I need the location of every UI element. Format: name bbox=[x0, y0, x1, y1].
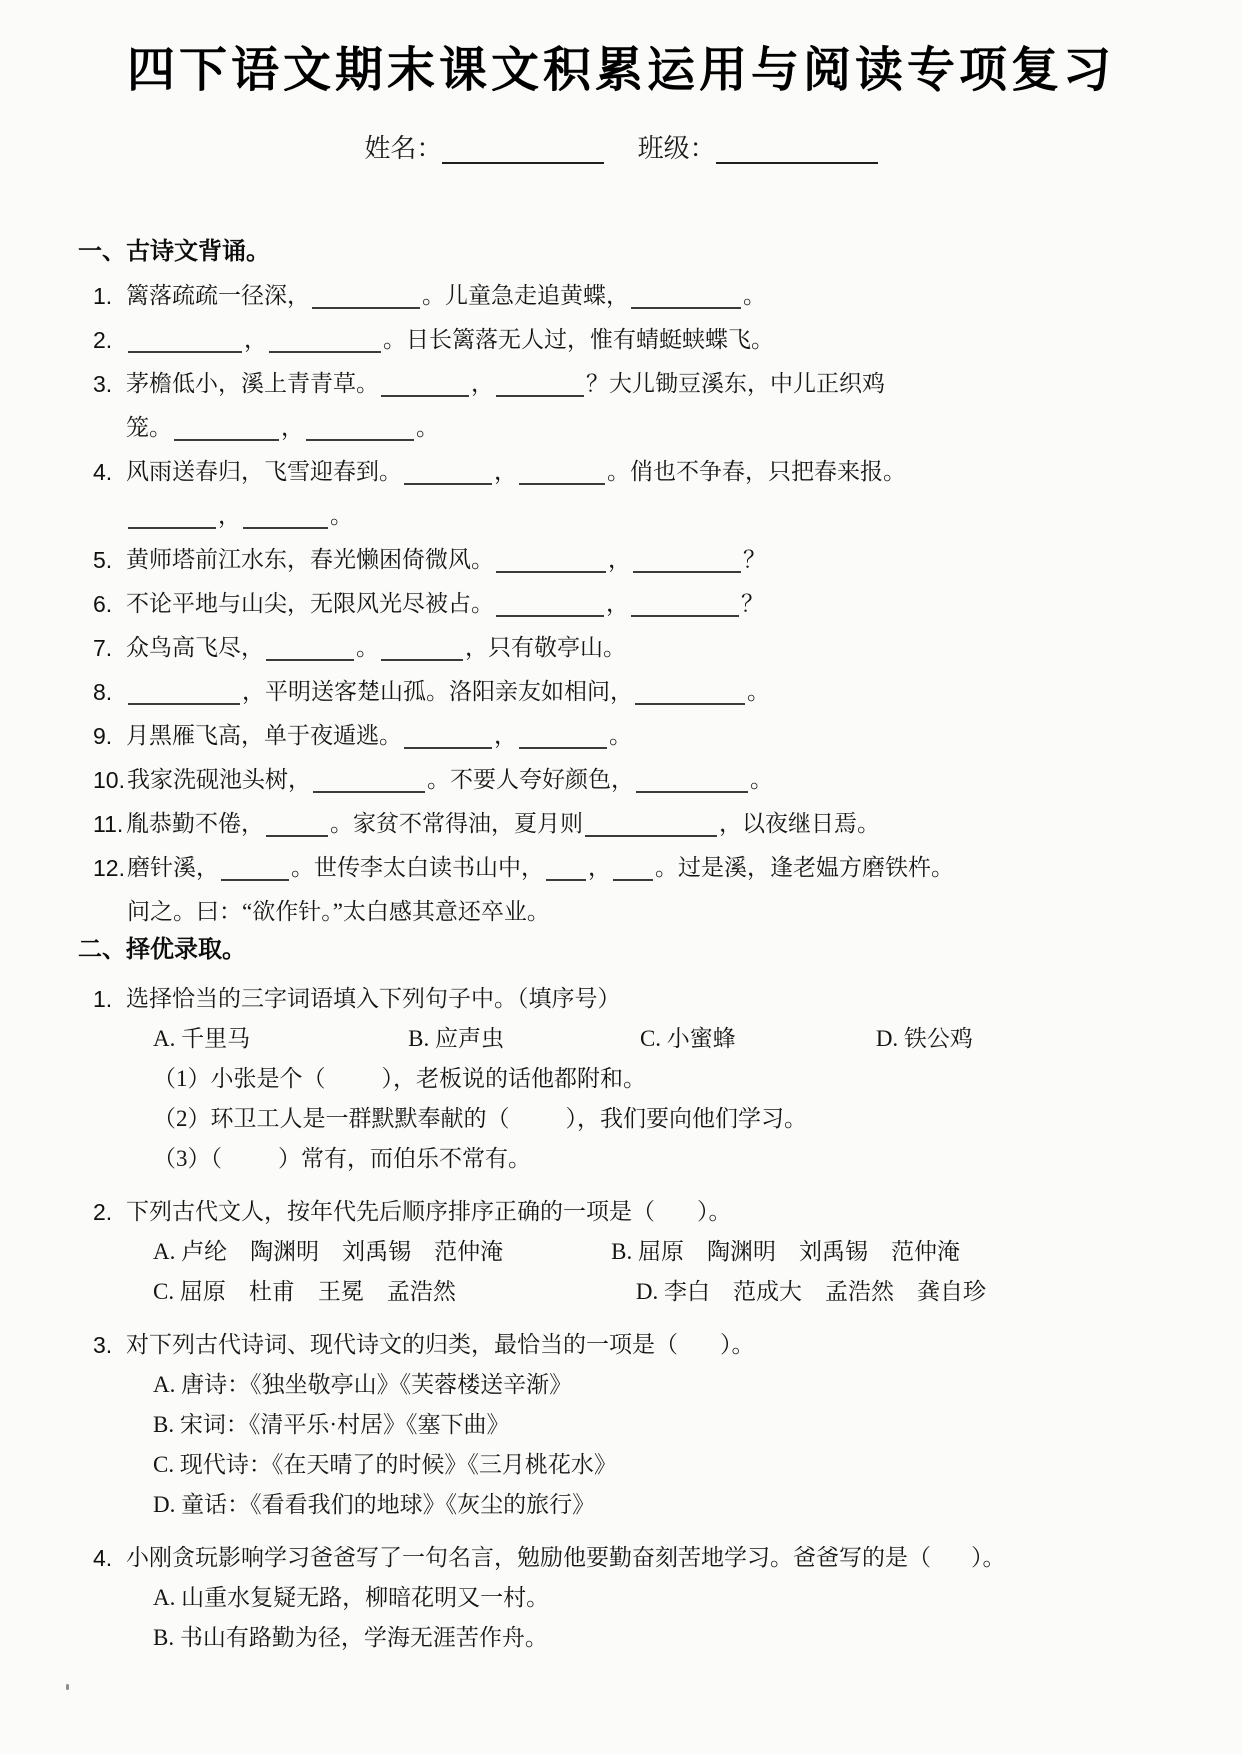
text-run: B. 屈原 陶渊明 刘禹锡 范仲淹 bbox=[611, 1238, 960, 1264]
answer-blank bbox=[496, 548, 606, 573]
item-line bbox=[127, 890, 1184, 934]
text-run: 我家洗砚池头树， bbox=[126, 766, 311, 792]
item-number: 3. bbox=[93, 1331, 113, 1358]
text-run: 。世传李太白读书山中， bbox=[290, 854, 544, 880]
item-body bbox=[126, 1325, 1184, 1525]
text-run: （2）环卫工人是一群默默奉献的（ bbox=[153, 1105, 510, 1131]
answer-blank bbox=[613, 856, 653, 881]
section-poetry-recitation bbox=[78, 236, 1184, 934]
spacer bbox=[931, 1564, 971, 1565]
text-run: ， bbox=[244, 326, 267, 352]
text-run: B. 宋词：《清平乐·村居》《塞下曲》 bbox=[153, 1411, 510, 1437]
text-run: ）。 bbox=[697, 1198, 732, 1224]
text-run: ， bbox=[606, 590, 629, 616]
item-number: 7. bbox=[93, 634, 113, 661]
text-run: ， bbox=[281, 414, 304, 440]
question-item bbox=[78, 274, 1184, 318]
text-run: ，平明送客楚山孤。洛阳亲友如相问， bbox=[242, 678, 633, 704]
item-line bbox=[126, 670, 1184, 714]
item-line bbox=[126, 626, 1184, 670]
text-run: 。儿童急走追黄蝶， bbox=[422, 282, 629, 308]
item-line bbox=[126, 406, 1184, 450]
text-run: D. 李白 范成大 孟浩然 龚自珍 bbox=[635, 1278, 986, 1304]
text-run: D. 童话：《看看我们的地球》《灰尘的旅行》 bbox=[153, 1491, 596, 1517]
text-run: 小刚贪玩影响学习爸爸写了一句名言，勉励他要勤奋刻苦地学习。爸爸写的是（ bbox=[126, 1544, 931, 1570]
text-run: ， bbox=[608, 546, 631, 572]
text-run: 黄师塔前江水东，春光懒困倚微风。 bbox=[126, 546, 494, 572]
answer-blank bbox=[633, 548, 741, 573]
answer-blank bbox=[221, 856, 289, 881]
item-number: 2. bbox=[93, 1198, 113, 1225]
answer-blank bbox=[404, 724, 492, 749]
answer-blank bbox=[631, 592, 739, 617]
spacer bbox=[250, 1045, 408, 1046]
text-run: ， bbox=[218, 502, 241, 528]
item-body bbox=[126, 450, 1184, 538]
item-body bbox=[126, 979, 1184, 1179]
item-line bbox=[126, 538, 1184, 582]
item-line bbox=[126, 979, 1184, 1019]
text-run: 。 bbox=[749, 766, 773, 792]
question-item bbox=[78, 979, 1184, 1179]
page-title: 四下语文期末课文积累运用与阅读专项复习 bbox=[126, 44, 1115, 97]
item-line bbox=[126, 362, 1184, 406]
question-item bbox=[78, 758, 1184, 802]
question-item bbox=[78, 1192, 1184, 1312]
item-body bbox=[126, 1538, 1184, 1658]
class-label: 班级： bbox=[637, 132, 716, 163]
item-body bbox=[126, 714, 1184, 758]
text-run: 笼。 bbox=[126, 414, 172, 440]
text-run: ），我们要向他们学习。 bbox=[565, 1105, 807, 1131]
item-number: 4. bbox=[93, 1544, 113, 1571]
spacer bbox=[736, 1045, 876, 1046]
answer-blank bbox=[128, 680, 240, 705]
answer-blank bbox=[585, 812, 717, 837]
text-run: （3）（ bbox=[153, 1145, 222, 1171]
item-body bbox=[126, 626, 1184, 670]
answer-blank bbox=[496, 592, 604, 617]
item-number: 3. bbox=[93, 370, 113, 397]
text-run: 。 bbox=[356, 634, 379, 660]
text-run: ？ bbox=[741, 590, 764, 616]
spacer bbox=[503, 1258, 611, 1259]
answer-blank bbox=[128, 328, 242, 353]
question-item bbox=[78, 582, 1184, 626]
option-line bbox=[126, 1059, 1184, 1099]
text-run: A. 唐诗：《独坐敬亭山》《芙蓉楼送辛渐》 bbox=[153, 1371, 573, 1397]
item-number: 1. bbox=[93, 282, 113, 309]
answer-blank bbox=[313, 768, 425, 793]
spacer bbox=[456, 1298, 636, 1299]
text-run: A. 卢纶 陶渊明 刘禹锡 范仲淹 bbox=[153, 1238, 504, 1264]
answer-blank bbox=[636, 768, 748, 793]
text-run: 篱落疏疏一径深， bbox=[126, 282, 310, 308]
item-line bbox=[126, 1192, 1184, 1232]
item-body bbox=[127, 758, 1184, 802]
question-item bbox=[78, 802, 1184, 846]
spacer bbox=[510, 1125, 566, 1126]
text-run: ），老板说的话他都附和。 bbox=[381, 1065, 646, 1091]
text-run: ， bbox=[471, 370, 494, 396]
text-run: B. 应声虫 bbox=[408, 1025, 504, 1051]
text-run: D. 铁公鸡 bbox=[875, 1025, 973, 1051]
text-run: ？ bbox=[743, 546, 766, 572]
item-line bbox=[127, 758, 1184, 802]
text-run: ，只有敬亭山。 bbox=[465, 634, 626, 660]
section-1-items bbox=[78, 274, 1184, 934]
question-item bbox=[78, 450, 1184, 538]
text-run: 风雨送春归，飞雪迎春到。 bbox=[126, 458, 402, 484]
answer-blank bbox=[128, 504, 216, 529]
question-item bbox=[78, 318, 1184, 362]
text-run: 。 bbox=[609, 722, 632, 748]
text-run: ）。 bbox=[720, 1331, 755, 1357]
answer-blank bbox=[519, 460, 605, 485]
item-body bbox=[126, 538, 1184, 582]
item-number: 1. bbox=[93, 985, 113, 1012]
option-line bbox=[126, 1445, 1184, 1485]
scan-speck bbox=[66, 1684, 69, 1690]
name-blank bbox=[442, 136, 604, 164]
answer-blank bbox=[496, 372, 584, 397]
spacer bbox=[326, 1085, 382, 1086]
item-line bbox=[126, 582, 1184, 626]
text-run: 不论平地与山尖，无限风光尽被占。 bbox=[126, 590, 494, 616]
text-run: 。 bbox=[330, 502, 353, 528]
item-body bbox=[126, 582, 1184, 626]
content bbox=[0, 164, 1242, 1658]
text-run: ）。 bbox=[971, 1544, 1006, 1570]
name-class-row bbox=[0, 132, 1242, 164]
text-run: A. 千里马 bbox=[153, 1025, 251, 1051]
question-item bbox=[78, 670, 1184, 714]
spacer bbox=[655, 1218, 697, 1219]
question-item bbox=[78, 1325, 1184, 1525]
text-run: ，以夜继日焉。 bbox=[719, 810, 880, 836]
section-2-heading: 二、择优录取。 bbox=[78, 935, 246, 963]
item-number: 10. bbox=[93, 766, 125, 793]
text-run: 。家贫不常得油，夏月则 bbox=[330, 810, 583, 836]
answer-blank bbox=[381, 372, 469, 397]
spacer bbox=[678, 1351, 720, 1352]
option-line bbox=[126, 1272, 1184, 1312]
item-body bbox=[127, 846, 1184, 934]
text-run: 对下列古代诗词、现代诗文的归类，最恰当的一项是（ bbox=[126, 1331, 678, 1357]
text-run: 。过是溪，逢老媪方磨铁杵。 bbox=[654, 854, 954, 880]
option-line bbox=[126, 1019, 1184, 1059]
option-line bbox=[126, 1578, 1184, 1618]
answer-blank bbox=[174, 416, 279, 441]
spacer bbox=[504, 1045, 640, 1046]
text-run: ， bbox=[494, 458, 517, 484]
item-line bbox=[126, 450, 1184, 494]
text-run: ？大儿锄豆溪东，中儿正织鸡 bbox=[586, 370, 885, 396]
text-run: 胤恭勤不倦， bbox=[126, 810, 264, 836]
item-number: 11. bbox=[93, 810, 124, 837]
text-run: B. 书山有路勤为径，学海无涯苦作舟。 bbox=[153, 1624, 548, 1650]
answer-blank bbox=[266, 636, 354, 661]
text-run: 月黑雁飞高，单于夜遁逃。 bbox=[126, 722, 402, 748]
option-line bbox=[126, 1099, 1184, 1139]
text-run: 磨针溪， bbox=[126, 854, 219, 880]
item-number: 4. bbox=[93, 458, 113, 485]
class-blank bbox=[716, 136, 878, 164]
item-line bbox=[126, 802, 1184, 846]
text-run: （1）小张是个（ bbox=[153, 1065, 326, 1091]
item-body bbox=[126, 802, 1184, 846]
item-number: 2. bbox=[93, 326, 113, 353]
item-body bbox=[126, 274, 1184, 318]
text-run: 。 bbox=[743, 282, 766, 308]
item-number: 8. bbox=[93, 678, 113, 705]
item-line bbox=[126, 1538, 1184, 1578]
option-line bbox=[126, 1232, 1184, 1272]
option-line bbox=[126, 1365, 1184, 1405]
question-item bbox=[78, 714, 1184, 758]
answer-blank bbox=[546, 856, 586, 881]
text-run: ）常有，而伯乐不常有。 bbox=[278, 1145, 531, 1171]
question-item bbox=[78, 1538, 1184, 1658]
question-item bbox=[78, 362, 1184, 450]
item-body bbox=[126, 670, 1184, 714]
answer-blank bbox=[635, 680, 745, 705]
question-item bbox=[78, 538, 1184, 582]
section-1-heading: 一、古诗文背诵。 bbox=[78, 237, 270, 265]
text-run: ， bbox=[494, 722, 517, 748]
text-run: 众鸟高飞尽， bbox=[126, 634, 264, 660]
question-item bbox=[78, 626, 1184, 670]
text-run: 。不要人夸好颜色， bbox=[426, 766, 634, 792]
item-line bbox=[126, 714, 1184, 758]
section-2-items bbox=[78, 979, 1184, 1658]
item-number: 5. bbox=[93, 546, 113, 573]
item-line bbox=[126, 494, 1184, 538]
item-body bbox=[126, 362, 1184, 450]
answer-blank bbox=[631, 284, 741, 309]
text-run: C. 屈原 杜甫 王冕 孟浩然 bbox=[153, 1278, 456, 1304]
text-run: 选择恰当的三字词语填入下列句子中。（填序号） bbox=[126, 985, 621, 1011]
answer-blank bbox=[243, 504, 328, 529]
item-body bbox=[126, 318, 1184, 362]
text-run: 茅檐低小，溪上青青草。 bbox=[126, 370, 379, 396]
answer-blank bbox=[381, 636, 463, 661]
section-multiple-choice bbox=[78, 934, 1184, 1658]
option-line bbox=[126, 1139, 1184, 1179]
text-run: 。 bbox=[747, 678, 770, 704]
option-line bbox=[126, 1485, 1184, 1525]
text-run: 。俏也不争春，只把春来报。 bbox=[607, 458, 906, 484]
answer-blank bbox=[306, 416, 414, 441]
item-number: 9. bbox=[93, 722, 113, 749]
option-line bbox=[126, 1618, 1184, 1658]
item-line bbox=[126, 274, 1184, 318]
item-line bbox=[126, 1325, 1184, 1365]
text-run: 。日长篱落无人过，惟有蜻蜓蛱蝶飞。 bbox=[383, 326, 774, 352]
item-line bbox=[127, 846, 1184, 890]
name-label: 姓名： bbox=[364, 132, 443, 163]
text-run: 下列古代文人，按年代先后顺序排序正确的一项是（ bbox=[126, 1198, 655, 1224]
text-run: 问之。曰：“欲作针。”太白感其意还卒业。 bbox=[126, 898, 550, 924]
option-line bbox=[126, 1405, 1184, 1445]
answer-blank bbox=[519, 724, 607, 749]
text-run: C. 现代诗：《在天晴了的时候》《三月桃花水》 bbox=[153, 1451, 617, 1477]
spacer bbox=[222, 1165, 278, 1166]
answer-blank bbox=[312, 284, 420, 309]
text-run: C. 小蜜蜂 bbox=[639, 1025, 736, 1051]
answer-blank bbox=[266, 812, 328, 837]
question-item bbox=[78, 846, 1184, 934]
answer-blank bbox=[269, 328, 381, 353]
item-body bbox=[126, 1192, 1184, 1312]
item-number: 6. bbox=[93, 590, 113, 617]
text-run: ， bbox=[587, 854, 611, 880]
answer-blank bbox=[404, 460, 492, 485]
item-number: 12. bbox=[93, 854, 125, 881]
text-run: 。 bbox=[416, 414, 439, 440]
text-run: A. 山重水复疑无路，柳暗花明又一村。 bbox=[153, 1584, 550, 1610]
item-line bbox=[126, 318, 1184, 362]
